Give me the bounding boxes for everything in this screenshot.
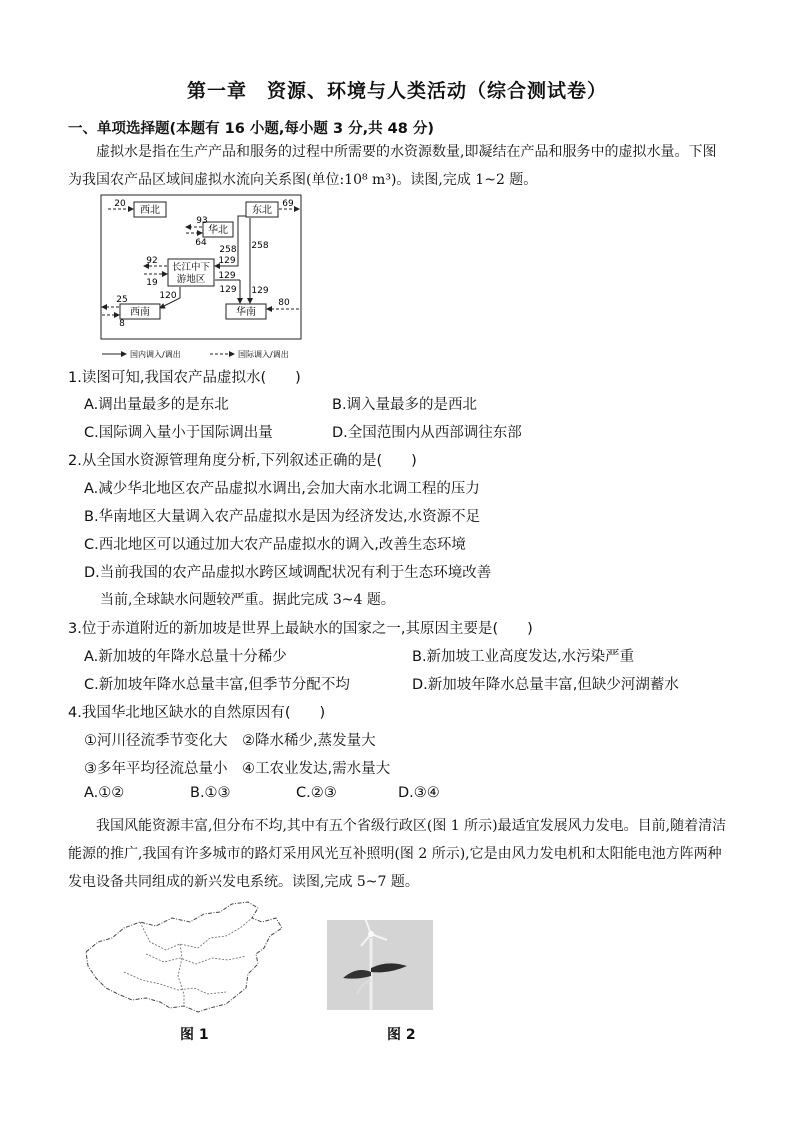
q3-stem: 3.位于赤道附近的新加坡是世界上最缺水的国家之一,其原因主要是( )	[68, 621, 533, 637]
q4-option-c: C.②③	[296, 785, 337, 801]
num-19: 19	[146, 278, 158, 288]
page-title: 第一章 资源、环境与人类活动（综合测试卷）	[186, 80, 607, 102]
wind-solar-streetlight-image	[327, 920, 433, 1010]
label-changjiang-2: 游地区	[176, 274, 206, 285]
figure-1-china-map	[80, 898, 290, 1016]
num-69: 69	[282, 199, 294, 209]
label-changjiang-1: 长江中下	[171, 262, 211, 273]
legend-domestic: 国内调入/调出	[130, 350, 181, 359]
q2-option-c: C.西北地区可以通过加大农产品虚拟水的调入,改善生态环境	[84, 537, 466, 553]
num-258a: 258	[219, 245, 237, 255]
q3-option-c: C.新加坡年降水总量丰富,但季节分配不均	[84, 677, 350, 693]
internal-border-mid	[146, 954, 246, 964]
q1-stem: 1.读图可知,我国农产品虚拟水( )	[68, 370, 301, 386]
q4-option-b: B.①③	[190, 785, 231, 801]
q3-option-a: A.新加坡的年降水总量十分稀少	[84, 649, 287, 665]
label-xibei: 西北	[140, 205, 160, 216]
intro-virtual-water: 虚拟水是指在生产产品和服务的过程中所需要的水资源数量,即凝结在产品和服务中的虚拟水量。下图为我国农产品区域间虚拟水流向关系图(单位:10⁸ m³)。读图,完成 1~2 题。	[68, 144, 717, 188]
q2-option-b: B.华南地区大量调入农产品虚拟水是因为经济发达,水资源不足	[84, 509, 481, 525]
internal-border-south	[124, 972, 226, 994]
num-120: 120	[159, 291, 177, 301]
label-huanan: 华南	[236, 307, 256, 318]
num-258b: 258	[251, 241, 269, 251]
q4-stem: 4.我国华北地区缺水的自然原因有( )	[68, 705, 326, 721]
intro-wind-energy: 我国风能资源丰富,但分布不均,其中有五个省级行政区(图 1 所示)最适宜发展风力发电。目前,随着清洁能源的推广,我国有许多城市的路灯采用风光互补照明(图 2 所示),它是由风力发电机和太阳能电池方阵两种发电设备共同组成的新兴发电系统。读图,完成 5~7 题。	[68, 818, 727, 890]
label-xinan: 西南	[130, 307, 150, 318]
q4-option-d: D.③④	[398, 785, 440, 801]
section-heading: 一、单项选择题(本题有 16 小题,每小题 3 分,共 48 分)	[68, 121, 435, 137]
q4-statements-1: ①河川径流季节变化大 ②降水稀少,蒸发量大	[84, 733, 376, 749]
q3-option-d: D.新加坡年降水总量丰富,但缺少河湖蓄水	[412, 677, 679, 693]
num-20: 20	[114, 199, 126, 209]
q1-option-c: C.国际调入量小于国际调出量	[84, 425, 273, 441]
q3-option-b: B.新加坡工业高度发达,水污染严重	[412, 649, 635, 665]
turbine-hub	[368, 931, 374, 937]
q1-option-b: B.调入量最多的是西北	[332, 397, 478, 413]
num-93: 93	[196, 216, 208, 226]
q2-option-a: A.减少华北地区农产品虚拟水调出,会加大南水北调工程的压力	[84, 481, 480, 497]
legend-intl: 国际调入/调出	[238, 350, 289, 359]
q2-stem: 2.从全国水资源管理角度分析,下列叙述正确的是( )	[68, 453, 417, 469]
num-8: 8	[119, 319, 125, 329]
num-129d: 129	[251, 286, 269, 296]
internal-border-vertical	[178, 944, 184, 1006]
num-129c: 129	[219, 285, 237, 295]
flow-diagram-svg	[100, 194, 312, 366]
q1-option-a: A.调出量最多的是东北	[84, 397, 229, 413]
label-huabei: 华北	[208, 225, 228, 236]
figure-2-streetlight-photo	[327, 920, 433, 1010]
num-80: 80	[278, 298, 290, 308]
num-25: 25	[116, 295, 128, 305]
q1-option-d: D.全国范围内从西部调往东部	[332, 425, 522, 441]
num-129a: 129	[218, 256, 236, 266]
q4-statements-2: ③多年平均径流总量小 ④工农业发达,需水量大	[84, 761, 391, 777]
china-outline-map	[80, 898, 290, 1016]
intro-water-shortage: 当前,全球缺水问题较严重。据此完成 3~4 题。	[100, 592, 395, 608]
num-92: 92	[146, 256, 158, 266]
virtual-water-flow-diagram	[100, 194, 312, 366]
q2-option-d: D.当前我国的农产品虚拟水跨区域调配状况有利于生态环境改善	[84, 565, 492, 581]
label-dongbei: 东北	[252, 205, 272, 216]
num-129b: 129	[218, 271, 236, 281]
figure-1-caption: 图 1	[180, 1027, 209, 1043]
figure-2-caption: 图 2	[387, 1027, 416, 1043]
num-64: 64	[195, 238, 207, 248]
q4-option-a: A.①②	[84, 785, 125, 801]
internal-border-north	[140, 918, 252, 950]
